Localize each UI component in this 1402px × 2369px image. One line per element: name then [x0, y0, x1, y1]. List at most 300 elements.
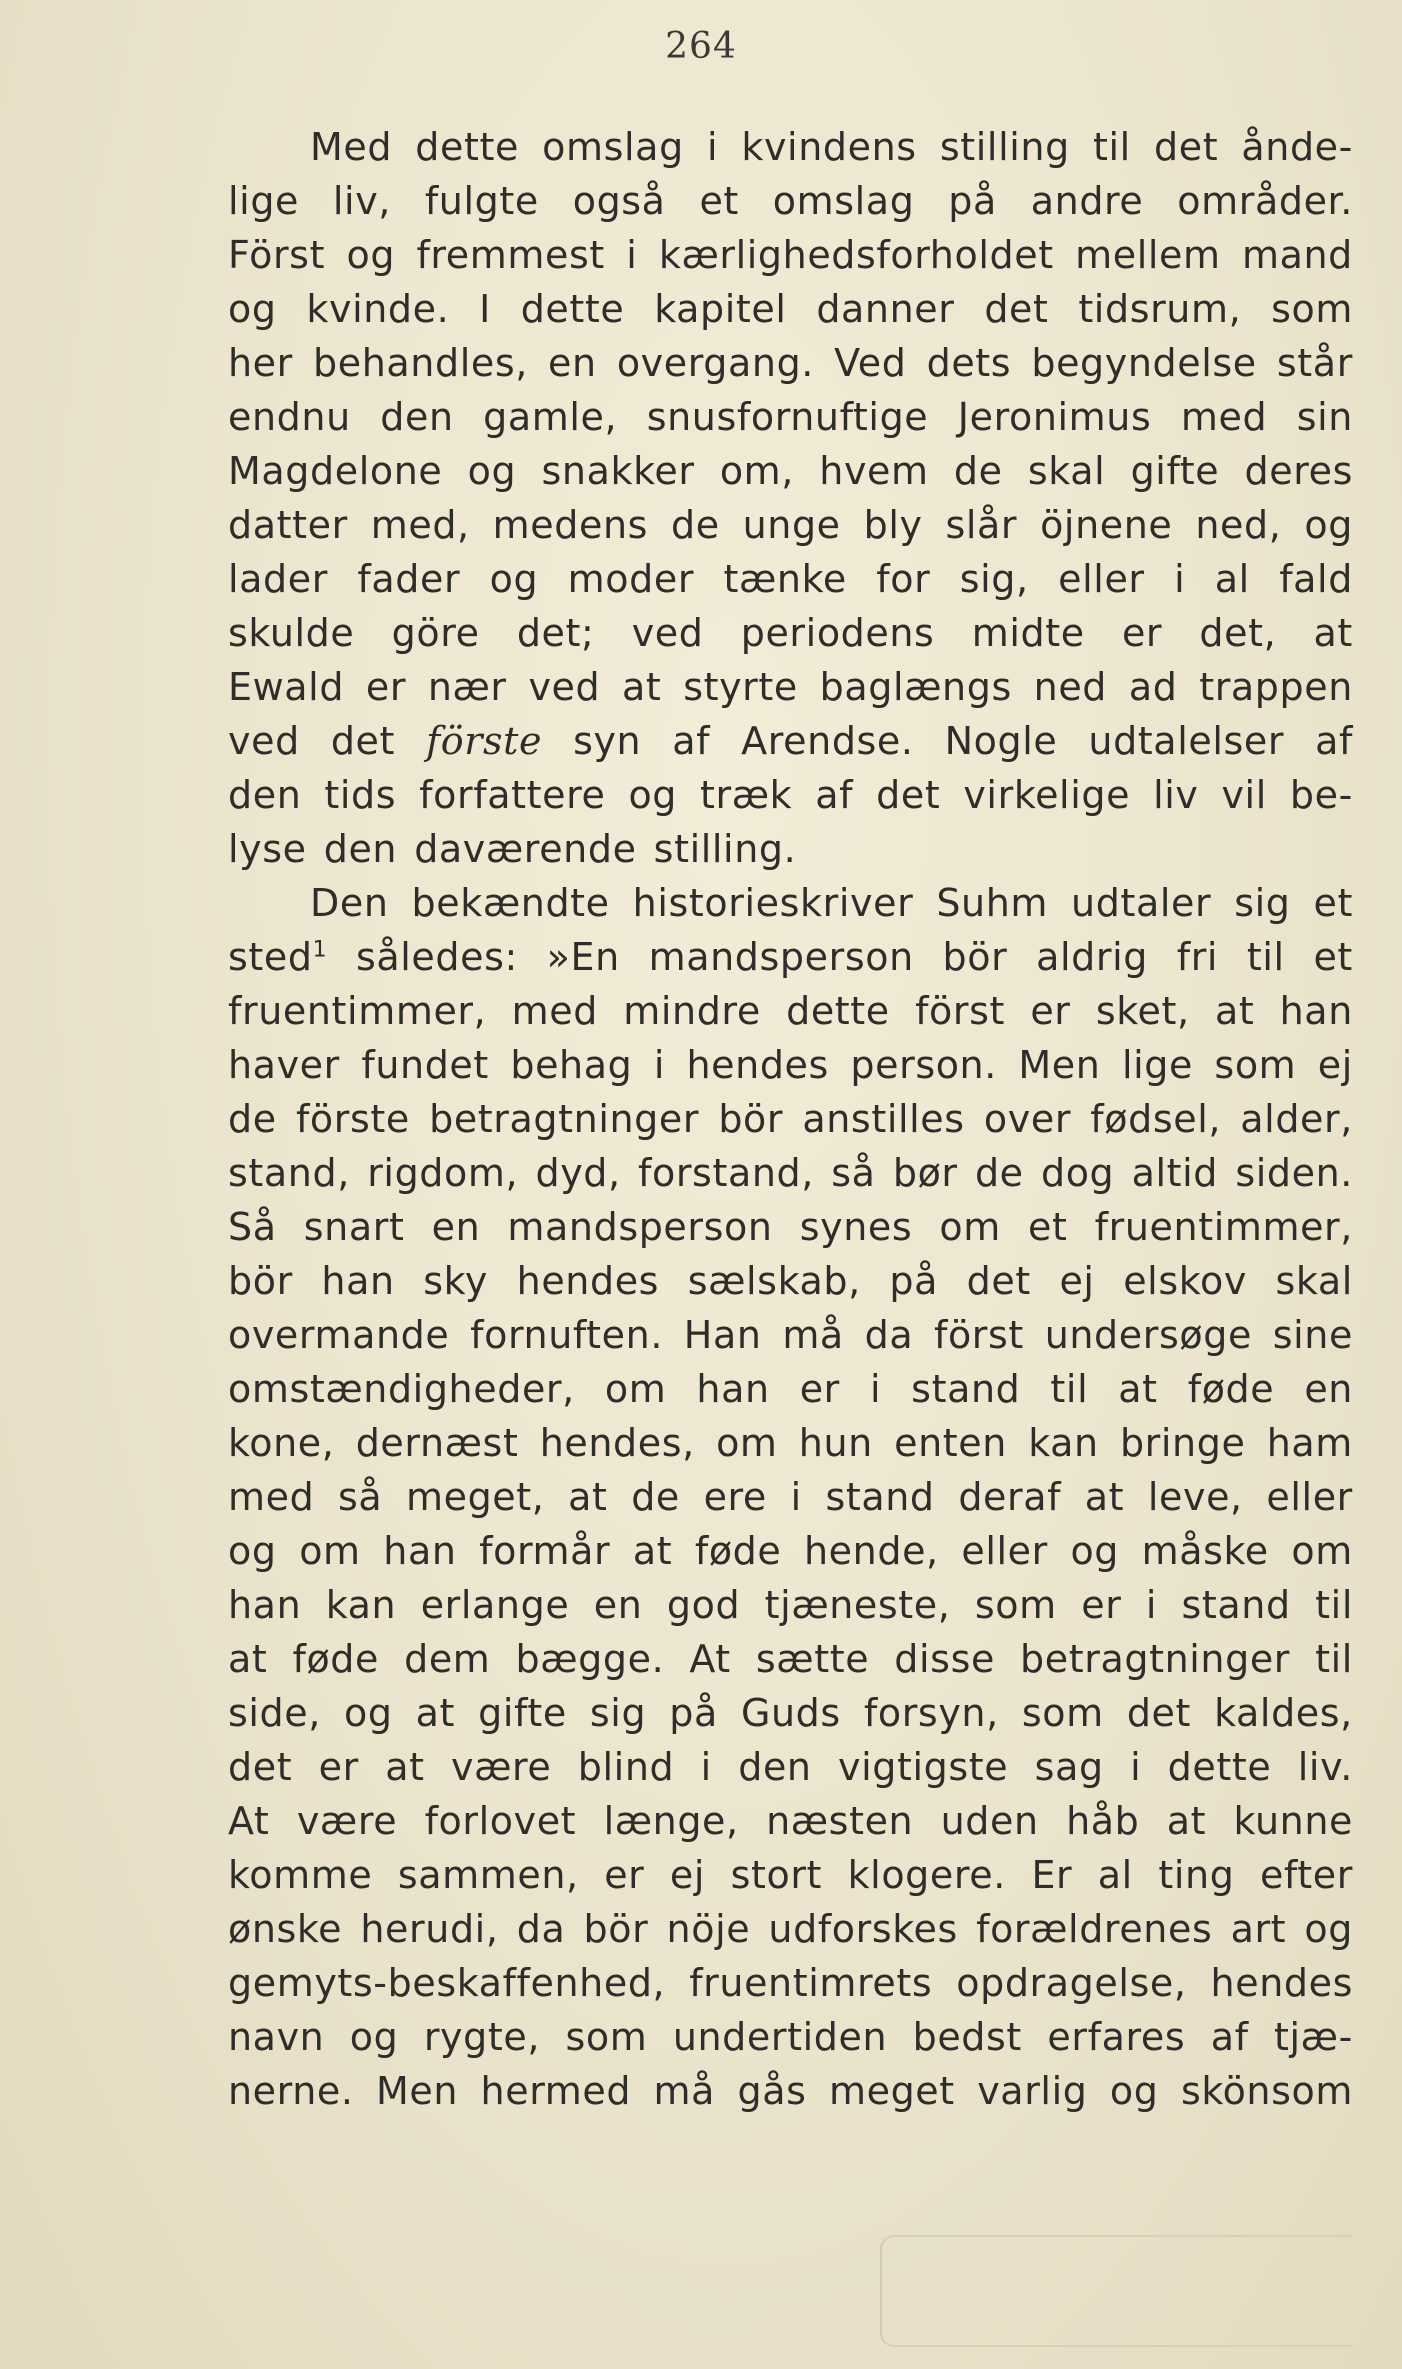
word: ved — [228, 719, 300, 763]
text-line — [228, 1740, 1353, 1794]
word: kunne — [1233, 1799, 1353, 1843]
word: i — [706, 125, 719, 169]
text-line — [228, 930, 1353, 984]
word: den — [323, 827, 398, 871]
word: og — [228, 1529, 277, 1573]
word: områder. — [1177, 179, 1353, 223]
word: mand — [1242, 233, 1353, 277]
word: deres — [1244, 449, 1353, 493]
word: en — [431, 1205, 481, 1249]
word: At — [689, 1637, 731, 1681]
word: bægge. — [515, 1637, 665, 1681]
word: hendes — [1210, 1961, 1353, 2005]
word: Ved — [834, 341, 907, 385]
word: kan — [325, 1583, 397, 1627]
word: I — [479, 287, 491, 331]
word: af — [672, 719, 711, 763]
text-line — [228, 1146, 1353, 1200]
word: unge — [742, 503, 841, 547]
word: han — [228, 1583, 302, 1627]
text-line — [228, 498, 1353, 552]
word: person. — [850, 1043, 997, 1087]
word: mellem — [1075, 233, 1221, 277]
word: til — [1315, 1583, 1353, 1627]
word: om — [1291, 1529, 1353, 1573]
word: Arendse. — [741, 719, 914, 763]
word: er — [799, 1367, 840, 1411]
word: Guds — [740, 1691, 841, 1735]
word: ned, — [1195, 503, 1282, 547]
word: han — [321, 1259, 395, 1303]
word: datter — [228, 503, 348, 547]
text-line — [228, 1092, 1353, 1146]
word: og — [628, 773, 678, 817]
word: i — [1174, 557, 1186, 601]
word: betragtninger — [429, 1097, 700, 1141]
word: er — [604, 1853, 645, 1897]
word: og — [467, 449, 517, 493]
word: som — [1021, 1691, 1104, 1735]
word: ned — [1033, 665, 1108, 709]
word: de — [228, 1097, 277, 1141]
word: Så — [228, 1205, 277, 1249]
word: bör — [942, 935, 1008, 979]
word: og — [1070, 1529, 1120, 1573]
word: snart — [303, 1205, 405, 1249]
word: da — [516, 1907, 566, 1951]
word: förste — [426, 719, 543, 763]
word: navn — [228, 2015, 325, 2059]
word: gifte — [478, 1691, 567, 1735]
word: moder — [567, 557, 695, 601]
word: som — [565, 2015, 648, 2059]
text-line — [228, 552, 1353, 606]
word: forsyn, — [863, 1691, 999, 1735]
word: og — [344, 1691, 393, 1735]
word: Nogle — [944, 719, 1058, 763]
word: Men — [1018, 1043, 1101, 1087]
word: undersøge — [1044, 1313, 1252, 1357]
word: er — [1121, 611, 1163, 655]
body-text — [228, 120, 1353, 2118]
word: sig, — [959, 557, 1029, 601]
word: det; — [516, 611, 595, 655]
word: tænke — [723, 557, 847, 601]
word: liv, — [332, 179, 391, 223]
word: kapitel — [654, 287, 787, 331]
word: sig — [589, 1691, 647, 1735]
word: være — [451, 1745, 552, 1789]
word: först — [915, 989, 1006, 1033]
word: gifte — [1130, 449, 1220, 493]
word: de — [974, 1151, 1024, 1195]
word: Magdelone — [228, 449, 443, 493]
text-line — [228, 1848, 1353, 1902]
word: de — [631, 1475, 680, 1519]
text-line — [228, 120, 1353, 174]
word: af — [815, 773, 854, 817]
word: Med — [310, 125, 393, 169]
word: sag — [1034, 1745, 1104, 1789]
word: fruentimrets — [689, 1961, 933, 2005]
word: kærlighedsforholdet — [658, 233, 1054, 277]
word: snakker — [541, 449, 695, 493]
word: eller — [1266, 1475, 1353, 1519]
word: stilling — [939, 125, 1070, 169]
word: sig — [1234, 881, 1291, 925]
word: her — [228, 341, 293, 385]
word: omslag — [542, 125, 684, 169]
text-line — [228, 1524, 1353, 1578]
word: erfares — [1047, 2015, 1186, 2059]
word: blind — [577, 1745, 675, 1789]
word: klogere. — [847, 1853, 1006, 1897]
word: føde — [1187, 1367, 1275, 1411]
word: fader — [357, 557, 461, 601]
word: gemyts-beskaffenhed, — [228, 1961, 666, 2005]
word: ad — [1128, 665, 1178, 709]
word: förste — [295, 1097, 410, 1141]
word: be- — [1289, 773, 1353, 817]
word: stort — [730, 1853, 823, 1897]
word: et — [1313, 881, 1353, 925]
text-line — [228, 2064, 1353, 2118]
word: om — [299, 1529, 361, 1573]
word: om — [604, 1367, 667, 1411]
word: det — [330, 719, 396, 763]
text-line — [228, 822, 1353, 876]
word: liv — [1153, 773, 1199, 817]
word: omstændigheder, — [228, 1367, 575, 1411]
word: ved — [528, 665, 601, 709]
word: omslag — [772, 179, 915, 223]
word: Men — [376, 2069, 459, 2113]
word: det, — [1199, 611, 1277, 655]
word: på — [948, 179, 997, 223]
word: at — [1084, 1475, 1125, 1519]
word: at — [415, 1691, 456, 1735]
word: og — [489, 557, 539, 601]
word: hermed — [480, 2069, 632, 2113]
word: hendes — [686, 1043, 829, 1087]
word: baglængs — [819, 665, 1012, 709]
word: lyse — [228, 827, 307, 871]
word: aldrig — [1036, 935, 1148, 979]
word: komme — [228, 1853, 373, 1897]
word: Jeronimus — [957, 395, 1152, 439]
word: at — [228, 1637, 268, 1681]
word: eller — [1058, 557, 1145, 601]
text-line — [228, 1416, 1353, 1470]
word: et — [1313, 935, 1353, 979]
word: dette — [786, 989, 890, 1033]
word: det — [1126, 1691, 1192, 1735]
word: de — [670, 503, 720, 547]
word: han — [1279, 989, 1353, 1033]
word: slår — [945, 503, 1018, 547]
word: må — [782, 1313, 844, 1357]
word: mindre — [623, 989, 761, 1033]
word: daværende — [414, 827, 637, 871]
word: göre — [391, 611, 480, 655]
word: sætte — [755, 1637, 870, 1681]
word: fald — [1279, 557, 1353, 601]
word: som — [1271, 287, 1353, 331]
word: at — [1313, 611, 1353, 655]
word: side, — [228, 1691, 321, 1735]
word: med — [228, 1475, 315, 1519]
word: betragtninger — [1020, 1637, 1291, 1681]
word: skulde — [228, 611, 355, 655]
word: han — [696, 1367, 770, 1411]
word: med — [511, 989, 598, 1033]
word: ønske — [228, 1907, 343, 1951]
word: hvem — [819, 449, 929, 493]
word: gamle, — [483, 395, 618, 439]
word: Den — [310, 881, 389, 925]
word: en — [548, 341, 597, 385]
text-line — [228, 660, 1353, 714]
text-line — [228, 174, 1353, 228]
word: det — [966, 1259, 1031, 1303]
word: meget — [828, 2069, 955, 2113]
word: ej — [1059, 1259, 1095, 1303]
word: om — [939, 1205, 1001, 1249]
word: dette — [1167, 1745, 1272, 1789]
word: overmande — [228, 1313, 450, 1357]
word: og — [346, 233, 396, 277]
word: forstand, — [638, 1151, 814, 1195]
word: eller — [961, 1529, 1048, 1573]
text-line — [228, 1470, 1353, 1524]
word: uden — [940, 1799, 1039, 1843]
text-line — [228, 390, 1353, 444]
word: sin — [1296, 395, 1353, 439]
word: ånde- — [1241, 125, 1353, 169]
word: det — [984, 287, 1049, 331]
word: tjæ- — [1274, 2015, 1353, 2059]
word: således: — [355, 935, 518, 979]
word: fremmest — [416, 233, 605, 277]
word: for — [876, 557, 931, 601]
word: må — [653, 2069, 716, 2113]
word: den — [380, 395, 454, 439]
word: forældrenes — [976, 1907, 1213, 1951]
word: at — [1118, 1367, 1158, 1411]
word: en — [593, 1583, 643, 1627]
word: på — [889, 1259, 939, 1303]
text-line — [228, 876, 1353, 930]
word: periodens — [740, 611, 935, 655]
word: de — [953, 449, 1003, 493]
word: håb — [1066, 1799, 1140, 1843]
word: mandsperson — [507, 1205, 773, 1249]
word: i — [626, 233, 638, 277]
text-line — [228, 1038, 1353, 1092]
word: og — [1304, 503, 1353, 547]
word: kvinde. — [306, 287, 450, 331]
word: at — [1214, 989, 1255, 1033]
word: andre — [1030, 179, 1144, 223]
word: disse — [894, 1637, 995, 1681]
word: udtalelser — [1088, 719, 1285, 763]
word: mandsperson — [648, 935, 914, 979]
word: alder, — [1240, 1097, 1353, 1141]
word: kaldes, — [1214, 1691, 1353, 1735]
word: fulgte — [424, 179, 539, 223]
word: bly — [863, 503, 923, 547]
word: føde — [292, 1637, 380, 1681]
word: han — [383, 1529, 457, 1573]
word: dette — [415, 125, 519, 169]
word: sammen, — [397, 1853, 579, 1897]
word: af — [1315, 719, 1353, 763]
word: bör — [583, 1907, 649, 1951]
word: herudi, — [360, 1907, 499, 1951]
word: i — [700, 1745, 712, 1789]
word: dernæst — [355, 1421, 519, 1465]
word: så — [831, 1151, 876, 1195]
text-line — [228, 1902, 1353, 1956]
word: det — [1154, 125, 1219, 169]
word: al — [1097, 1853, 1133, 1897]
word: styrte — [683, 665, 798, 709]
word: skal — [1027, 449, 1106, 493]
word: sted$^1$ — [228, 935, 328, 979]
word: overgang. — [616, 341, 814, 385]
word: stand — [911, 1367, 1021, 1411]
word: art — [1230, 1907, 1287, 1951]
word: med — [1180, 395, 1268, 439]
word: elskov — [1123, 1259, 1247, 1303]
word: udforskes — [768, 1907, 958, 1951]
text-line — [228, 444, 1353, 498]
word: stand — [825, 1475, 935, 1519]
word: erlange — [420, 1583, 570, 1627]
word: varlig — [977, 2069, 1088, 2113]
text-line — [228, 1578, 1353, 1632]
word: endnu — [228, 395, 351, 439]
word: udtaler — [1071, 881, 1212, 925]
word: ham — [1266, 1421, 1353, 1465]
word: om, — [719, 449, 794, 493]
word: med, — [370, 503, 470, 547]
text-line — [228, 714, 1353, 768]
word: »En — [546, 935, 620, 979]
word: Först — [228, 233, 326, 277]
word: i — [1145, 1583, 1158, 1627]
word: nær — [427, 665, 507, 709]
word: så — [338, 1475, 383, 1519]
text-line — [228, 1254, 1353, 1308]
word: ting — [1158, 1853, 1235, 1897]
text-line — [228, 1308, 1353, 1362]
word: skal — [1275, 1259, 1353, 1303]
word: lige — [1121, 1043, 1193, 1087]
text-line — [228, 1686, 1353, 1740]
word: snusfornuftige — [646, 395, 929, 439]
text-line — [228, 768, 1353, 822]
word: historieskriver — [632, 881, 914, 925]
word: altid — [1131, 1151, 1218, 1195]
word: dyd, — [535, 1151, 621, 1195]
word: rigdom, — [367, 1151, 519, 1195]
word: at — [632, 1529, 673, 1573]
word: i — [869, 1367, 882, 1411]
word: til — [1246, 935, 1285, 979]
word: ere — [703, 1475, 767, 1519]
word: da — [864, 1313, 914, 1357]
word: forfattere — [419, 773, 606, 817]
word: over — [983, 1097, 1072, 1141]
word: hendes, — [539, 1421, 695, 1465]
word: dette — [520, 287, 625, 331]
word: og — [1109, 2069, 1159, 2113]
word: synes — [799, 1205, 913, 1249]
word: tidsrum, — [1078, 287, 1242, 331]
text-line — [228, 1956, 1353, 2010]
text-line — [228, 984, 1353, 1038]
word: det — [228, 1745, 293, 1789]
word: bör — [228, 1259, 293, 1303]
word: den — [228, 773, 302, 817]
word: til — [1315, 1637, 1353, 1681]
word: nöje — [666, 1907, 751, 1951]
word: fruentimmer, — [1094, 1205, 1353, 1249]
word: dog — [1040, 1151, 1115, 1195]
word: Han — [683, 1313, 762, 1357]
word: opdragelse, — [956, 1961, 1187, 2005]
word: er — [318, 1745, 359, 1789]
word: formår — [479, 1529, 611, 1573]
word: tids — [324, 773, 397, 817]
word: sine — [1272, 1313, 1353, 1357]
text-line — [228, 228, 1353, 282]
word: meget, — [405, 1475, 545, 1519]
word: til — [1050, 1367, 1089, 1411]
word: At — [228, 1799, 270, 1843]
word: liv. — [1297, 1745, 1353, 1789]
word: gås — [737, 2069, 807, 2113]
page-number: 264 — [665, 26, 737, 67]
word: hende, — [804, 1529, 939, 1573]
word: fruentimmer, — [228, 989, 487, 1033]
word: rygte, — [423, 2015, 541, 2059]
word: danner — [816, 287, 955, 331]
word: i — [790, 1475, 802, 1519]
word: kone, — [228, 1421, 335, 1465]
word: behag — [510, 1043, 633, 1087]
word: om — [716, 1421, 778, 1465]
word: forlovet — [424, 1799, 577, 1843]
word: sky — [423, 1259, 489, 1303]
word: står — [1276, 341, 1353, 385]
word: Suhm — [936, 881, 1049, 925]
word: haver — [228, 1043, 340, 1087]
word: midte — [971, 611, 1085, 655]
text-line — [228, 1794, 1353, 1848]
word: ej — [669, 1853, 706, 1897]
word: leve, — [1147, 1475, 1243, 1519]
page-edge-mark — [880, 2235, 1352, 2347]
word: dem — [404, 1637, 491, 1681]
word: siden. — [1235, 1151, 1353, 1195]
word: först — [933, 1313, 1024, 1357]
word: næsten — [766, 1799, 914, 1843]
word: deraf — [958, 1475, 1062, 1519]
word: skönsom — [1180, 2069, 1353, 2113]
word: stand, — [228, 1151, 350, 1195]
